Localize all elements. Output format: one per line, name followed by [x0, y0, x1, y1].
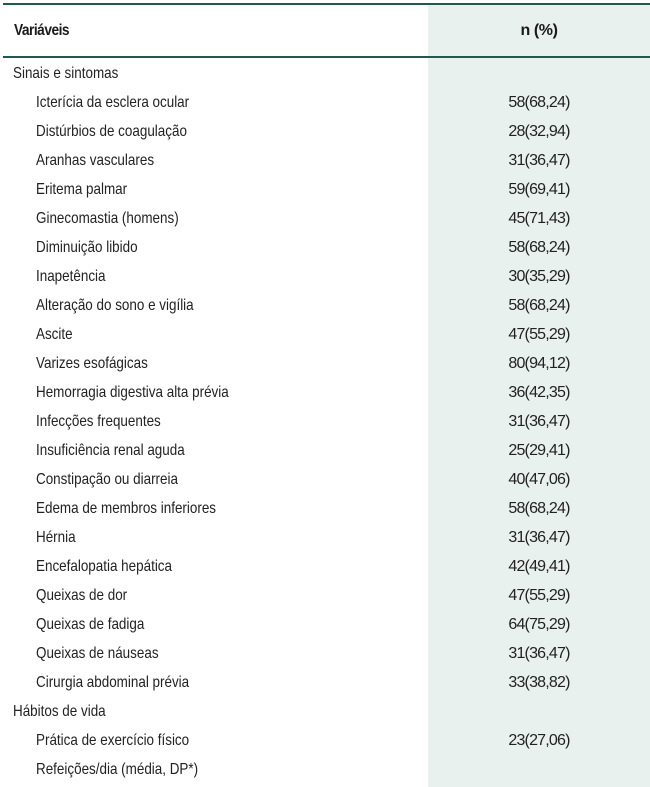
table-row — [0, 117, 650, 146]
table-body — [0, 59, 650, 784]
table-row — [0, 436, 650, 465]
row-value: 30(35,29) — [508, 268, 570, 285]
row-label: Aranhas vasculares — [36, 152, 155, 169]
row-value: 80(94,12) — [508, 355, 570, 372]
table-row — [0, 610, 650, 639]
row-value: 31(36,47) — [508, 152, 570, 169]
table-row — [0, 320, 650, 349]
row-value: 28(32,94) — [508, 123, 570, 140]
row-value: 59(69,41) — [508, 181, 570, 198]
row-label: Distúrbios de coagulação — [36, 123, 187, 140]
row-value: 47(55,29) — [508, 587, 570, 604]
row-value: 58(68,24) — [508, 239, 570, 256]
row-label: Queixas de fadiga — [36, 616, 145, 633]
row-label: Queixas de dor — [36, 587, 128, 604]
table-header-rule — [3, 56, 650, 58]
table-row — [0, 755, 650, 784]
row-value: 31(36,47) — [508, 645, 570, 662]
table-row — [0, 291, 650, 320]
table-row — [0, 581, 650, 610]
row-label: Hemorragia digestiva alta prévia — [36, 384, 229, 401]
table-row — [0, 233, 650, 262]
table-row — [0, 378, 650, 407]
table-row — [0, 204, 650, 233]
row-label: Eritema palmar — [36, 181, 128, 198]
row-label: Prática de exercício físico — [36, 732, 190, 749]
table-row — [0, 639, 650, 668]
row-label: Cirurgia abdominal prévia — [36, 674, 190, 691]
row-value: 25(29,41) — [508, 442, 570, 459]
row-label: Varizes esofágicas — [36, 355, 148, 372]
section-row — [0, 697, 650, 726]
table-row — [0, 494, 650, 523]
table-row — [0, 88, 650, 117]
row-label: Inapetência — [36, 268, 106, 285]
header-variables: Variáveis — [14, 22, 70, 39]
row-label: Queixas de náuseas — [36, 645, 159, 662]
row-label: Constipação ou diarreia — [36, 471, 178, 488]
table-header — [0, 5, 650, 56]
row-label: Encefalopatia hepática — [36, 558, 173, 575]
row-label: Insuficiência renal aguda — [36, 442, 185, 459]
header-n-percent: n (%) — [520, 22, 558, 39]
row-value: 42(49,41) — [508, 558, 570, 575]
row-label: Ascite — [36, 326, 73, 343]
row-value: 33(38,82) — [508, 674, 570, 691]
row-value: 23(27,06) — [508, 732, 570, 749]
row-label: Alteração do sono e vigília — [36, 297, 194, 314]
table-row — [0, 146, 650, 175]
row-label: Icterícia da esclera ocular — [36, 94, 190, 111]
row-value: 31(36,47) — [508, 413, 570, 430]
section-row — [0, 59, 650, 88]
row-label: Hérnia — [36, 529, 76, 546]
row-value: 64(75,29) — [508, 616, 570, 633]
table-row — [0, 349, 650, 378]
table-row — [0, 407, 650, 436]
row-value: 40(47,06) — [508, 471, 570, 488]
row-label: Infecções frequentes — [36, 413, 161, 430]
row-value: 31(36,47) — [508, 529, 570, 546]
row-value: 47(55,29) — [508, 326, 570, 343]
row-value: 58(68,24) — [508, 500, 570, 517]
row-value: 58(68,24) — [508, 94, 570, 111]
table-row — [0, 175, 650, 204]
table-row — [0, 465, 650, 494]
row-label: Refeições/dia (média, DP*) — [36, 761, 199, 778]
table-row — [0, 262, 650, 291]
table-row — [0, 668, 650, 697]
row-value: 45(71,43) — [508, 210, 570, 227]
row-label: Ginecomastia (homens) — [36, 210, 179, 227]
row-value: 58(68,24) — [508, 297, 570, 314]
row-label: Diminuição libido — [36, 239, 138, 256]
row-label: Edema de membros inferiores — [36, 500, 217, 517]
table-row — [0, 523, 650, 552]
section-title: Sinais e sintomas — [13, 65, 119, 82]
row-value: 36(42,35) — [508, 384, 570, 401]
table-row — [0, 552, 650, 581]
table-row — [0, 726, 650, 755]
section-title: Hábitos de vida — [13, 703, 106, 720]
